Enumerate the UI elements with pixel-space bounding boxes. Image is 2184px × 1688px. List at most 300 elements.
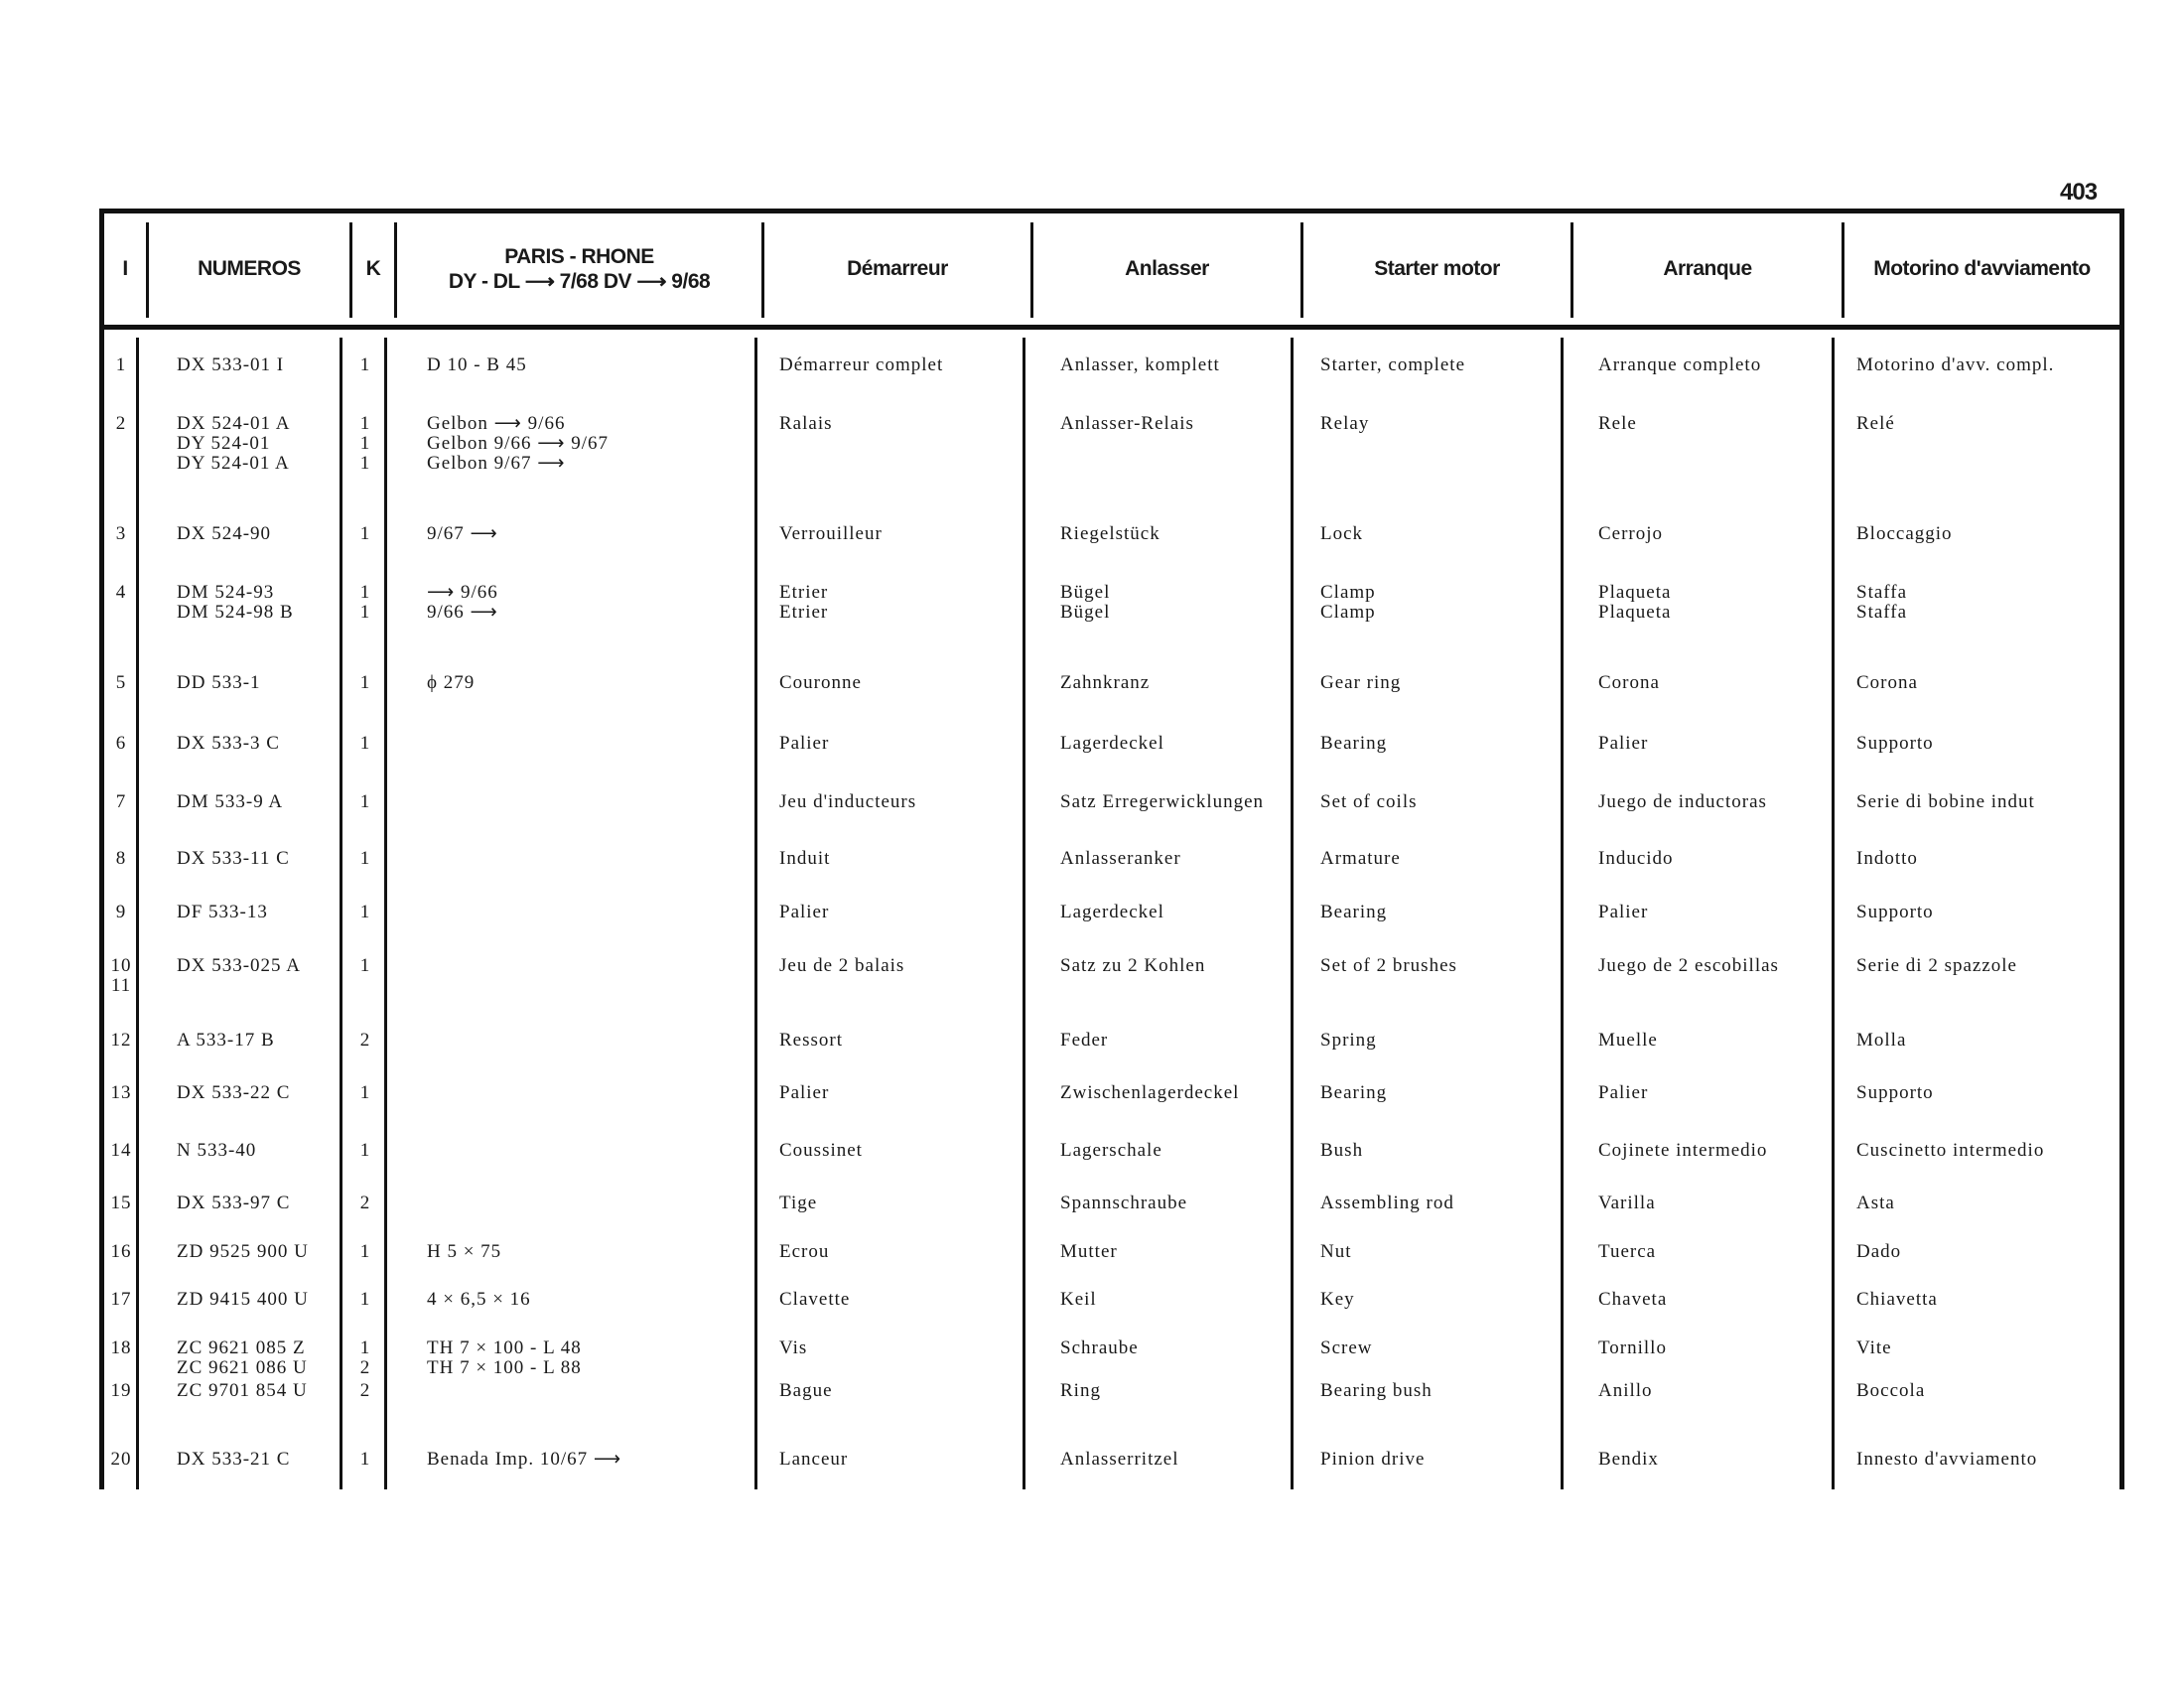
column-divider [1561,338,1564,1489]
row-index [107,1141,135,1161]
part-number-line: DM 524-93 [177,582,275,603]
part-quantity-line: 2 [359,1380,371,1401]
part-name-german [1060,734,1289,754]
row-index-line: 14 [110,1140,132,1161]
part-name-french [779,414,1018,434]
column-divider [136,338,139,1489]
part-name-spanish-line: Juego de inductoras [1598,791,1767,812]
part-name-italian-line: Supporto [1856,1082,1934,1103]
part-name-german-line: Bügel [1060,602,1111,623]
column-divider [1023,338,1025,1489]
part-name-spanish [1598,524,1829,544]
part-name-german-line: Lagerdeckel [1060,733,1164,754]
part-name-french-line: Etrier [779,582,829,603]
row-index-line: 16 [110,1241,132,1262]
part-quantity [347,1194,383,1213]
part-spec-line: Gelbon ⟶ 9/66 [427,413,566,434]
header-index: I [122,257,128,280]
part-name-italian-line: Supporto [1856,902,1934,922]
part-name-french [779,355,1018,375]
part-name-german-line: Mutter [1060,1241,1118,1262]
row-index-line: 9 [115,902,127,922]
part-name-german-line: Lagerschale [1060,1140,1162,1161]
part-name-spanish [1598,1338,1829,1358]
part-name-spanish-line: Tuerca [1598,1241,1657,1262]
part-name-french [779,956,1018,976]
part-name-italian [1856,414,2116,434]
part-name-english-line: Bush [1320,1140,1364,1161]
part-number [177,956,341,976]
part-quantity-line: 1 [359,1140,371,1161]
part-name-french [779,1290,1018,1310]
part-quantity-line: 2 [359,1357,371,1378]
part-name-spanish [1598,583,1829,623]
part-number-line: DX 533-11 C [177,848,290,869]
row-index-line: 1 [115,354,127,375]
part-name-french [779,583,1018,623]
part-quantity-line: 1 [359,1082,371,1103]
header-french: Démarreur [847,257,948,280]
part-name-french [779,1338,1018,1358]
part-quantity [347,1083,383,1103]
part-name-french-line: Ralais [779,413,833,434]
part-name-english [1320,1083,1559,1103]
part-spec [427,355,745,375]
row-index [107,1242,135,1262]
part-name-italian-line: Molla [1856,1030,1907,1051]
part-name-italian-line: Indotto [1856,848,1918,869]
part-name-english-line: Spring [1320,1030,1377,1051]
part-name-spanish [1598,849,1829,869]
part-name-english [1320,1242,1559,1262]
part-quantity [347,1450,383,1470]
row-index [107,903,135,922]
part-name-spanish [1598,792,1829,812]
part-name-english-line: Set of 2 brushes [1320,955,1457,976]
part-quantity-line: 1 [359,453,371,474]
part-name-english [1320,1381,1559,1401]
part-spec [427,1290,745,1310]
part-quantity [347,1242,383,1262]
row-index [107,1083,135,1103]
part-name-spanish [1598,903,1829,922]
part-name-italian [1856,1194,2116,1213]
part-name-french [779,1381,1018,1401]
part-name-german-line: Anlasserritzel [1060,1449,1179,1470]
part-spec-line: 9/66 ⟶ [427,602,498,623]
part-name-spanish-line: Tornillo [1598,1337,1667,1358]
part-name-english-line: Clamp [1320,582,1376,603]
part-number-line: DF 533-13 [177,902,268,922]
part-name-english-line: Key [1320,1289,1355,1310]
part-number-line: ZC 9621 086 U [177,1357,308,1378]
part-quantity [347,583,383,623]
part-name-french-line: Palier [779,733,830,754]
part-quantity [347,1381,383,1401]
part-quantity-line: 1 [359,602,371,623]
part-quantity-line: 1 [359,1241,371,1262]
table-left-rule [99,209,104,1489]
part-name-english [1320,524,1559,544]
part-quantity [347,903,383,922]
part-name-french-line: Vis [779,1337,808,1358]
part-name-french-line: Clavette [779,1289,851,1310]
part-name-spanish [1598,1242,1829,1262]
header-model [397,213,761,325]
part-number [177,1381,341,1401]
column-divider [1832,338,1835,1489]
part-name-english [1320,1141,1559,1161]
part-number [177,524,341,544]
row-index [107,1450,135,1470]
row-index-line: 5 [115,672,127,693]
column-divider [754,338,757,1489]
part-name-french [779,1083,1018,1103]
part-name-italian [1856,734,2116,754]
part-name-spanish-line: Plaqueta [1598,582,1672,603]
part-name-spanish-line: Arranque completo [1598,354,1762,375]
part-name-italian [1856,792,2116,812]
part-name-german [1060,673,1289,693]
part-name-english [1320,1290,1559,1310]
part-name-spanish [1598,1083,1829,1103]
part-name-italian-line: Serie di bobine indut [1856,791,2035,812]
part-quantity [347,849,383,869]
part-name-german-line: Riegelstück [1060,523,1160,544]
part-name-french-line: Bague [779,1380,833,1401]
part-name-spanish-line: Corona [1598,672,1660,693]
part-quantity [347,1338,383,1378]
part-name-spanish-line: Palier [1598,902,1649,922]
part-name-french [779,792,1018,812]
part-spec [427,673,745,693]
part-name-german-line: Keil [1060,1289,1097,1310]
part-quantity-line: 1 [359,523,371,544]
part-name-french-line: Palier [779,902,830,922]
part-name-german [1060,1194,1289,1213]
part-number [177,1194,341,1213]
part-name-spanish-line: Bendix [1598,1449,1659,1470]
row-index [107,849,135,869]
part-name-french-line: Jeu de 2 balais [779,955,905,976]
part-quantity [347,1290,383,1310]
part-name-spanish-line: Anillo [1598,1380,1653,1401]
part-quantity-line: 1 [359,354,371,375]
part-quantity [347,1141,383,1161]
part-name-french-line: Etrier [779,602,829,623]
part-name-spanish [1598,1290,1829,1310]
part-number-line: DM 533-9 A [177,791,284,812]
part-name-french [779,1194,1018,1213]
part-name-english-line: Set of coils [1320,791,1418,812]
part-name-spanish-line: Muelle [1598,1030,1658,1051]
part-number [177,583,341,623]
part-name-english-line: Armature [1320,848,1401,869]
part-name-english-line: Bearing [1320,733,1388,754]
row-index-line: 11 [110,975,132,996]
part-name-english-line: Bearing [1320,1082,1388,1103]
row-index [107,956,135,996]
row-index [107,673,135,693]
part-name-french [779,734,1018,754]
part-name-french [779,1242,1018,1262]
row-index [107,1338,135,1358]
part-name-italian [1856,849,2116,869]
part-name-english [1320,1338,1559,1358]
part-spec-line: 9/67 ⟶ [427,523,498,544]
part-name-spanish-line: Chaveta [1598,1289,1668,1310]
row-index-line: 19 [110,1380,132,1401]
part-name-spanish [1598,414,1829,434]
part-quantity-line: 1 [359,582,371,603]
part-name-english-line: Clamp [1320,602,1376,623]
part-name-italian [1856,1381,2116,1401]
part-name-italian-line: Chiavetta [1856,1289,1938,1310]
part-name-german [1060,524,1289,544]
part-number-line: DY 524-01 [177,433,271,454]
part-number [177,849,341,869]
header-german: Anlasser [1125,257,1209,280]
part-name-english-line: Assembling rod [1320,1193,1454,1213]
part-name-english [1320,734,1559,754]
part-number-line: DD 533-1 [177,672,261,693]
row-index-line: 20 [110,1449,132,1470]
part-name-german [1060,1141,1289,1161]
part-name-german-line: Lagerdeckel [1060,902,1164,922]
part-name-italian [1856,355,2116,375]
header-spanish: Arranque [1663,257,1752,280]
part-name-french [779,524,1018,544]
part-name-italian [1856,673,2116,693]
column-divider [1291,338,1294,1489]
part-name-spanish-line: Varilla [1598,1193,1656,1213]
part-number [177,1290,341,1310]
part-spec-line: ⟶ 9/66 [427,582,498,603]
part-name-french-line: Ressort [779,1030,843,1051]
part-name-german-line: Anlasser, komplett [1060,354,1220,375]
part-spec [427,1242,745,1262]
part-name-english-line: Relay [1320,413,1370,434]
part-quantity [347,673,383,693]
part-name-english [1320,583,1559,623]
part-number-line: DX 524-90 [177,523,272,544]
part-quantity [347,414,383,474]
column-divider [384,338,387,1489]
part-number-line: DM 524-98 B [177,602,294,623]
part-name-spanish [1598,1141,1829,1161]
part-name-german-line: Anlasseranker [1060,848,1181,869]
part-name-italian-line: Relé [1856,413,1895,434]
part-name-german [1060,1031,1289,1051]
row-index-line: 7 [115,791,127,812]
part-number-line: DX 533-025 A [177,955,301,976]
part-name-spanish-line: Cojinete intermedio [1598,1140,1768,1161]
part-name-italian-line: Cuscinetto intermedio [1856,1140,2045,1161]
part-name-french [779,1141,1018,1161]
part-name-italian [1856,1450,2116,1470]
part-spec [427,1450,745,1470]
part-number-line: DX 533-01 I [177,354,285,375]
part-number [177,1338,341,1378]
part-name-spanish-line: Palier [1598,1082,1649,1103]
part-name-spanish [1598,1194,1829,1213]
part-name-english-line: Pinion drive [1320,1449,1426,1470]
part-spec-line: TH 7 × 100 - L 48 [427,1337,582,1358]
part-name-german [1060,849,1289,869]
part-quantity-line: 1 [359,1449,371,1470]
parts-table [99,209,2124,1489]
part-number-line: DX 533-3 C [177,733,280,754]
row-index [107,583,135,603]
part-name-spanish [1598,956,1829,976]
part-spec [427,1338,745,1378]
part-name-italian-line: Boccola [1856,1380,1926,1401]
part-quantity [347,1031,383,1051]
part-spec-line: D 10 - B 45 [427,354,527,375]
part-name-spanish-line: Rele [1598,413,1637,434]
row-index [107,1290,135,1310]
row-index-line: 8 [115,848,127,869]
row-index [107,1031,135,1051]
part-number [177,1141,341,1161]
part-name-english-line: Lock [1320,523,1364,544]
part-quantity-line: 1 [359,1337,371,1358]
part-name-german [1060,1083,1289,1103]
part-name-spanish-line: Juego de 2 escobillas [1598,955,1779,976]
header-numbers: NUMEROS [198,257,301,280]
part-name-french [779,673,1018,693]
part-number-line: DY 524-01 A [177,453,290,474]
part-name-italian-line: Dado [1856,1241,1902,1262]
part-name-english [1320,355,1559,375]
part-number [177,673,341,693]
part-name-italian-line: Supporto [1856,733,1934,754]
part-name-german [1060,414,1289,434]
part-name-spanish [1598,1450,1829,1470]
part-number-line: ZD 9415 400 U [177,1289,309,1310]
part-name-german [1060,903,1289,922]
part-name-spanish [1598,734,1829,754]
part-name-french-line: Couronne [779,672,862,693]
header-quantity: K [365,257,381,280]
part-name-english [1320,414,1559,434]
part-name-spanish [1598,1381,1829,1401]
part-name-german-line: Schraube [1060,1337,1139,1358]
part-name-italian-line: Innesto d'avviamento [1856,1449,2038,1470]
part-name-italian-line: Staffa [1856,582,1908,603]
part-name-italian [1856,1083,2116,1103]
part-quantity [347,956,383,976]
part-name-english [1320,792,1559,812]
row-index [107,524,135,544]
part-number-line: ZC 9701 854 U [177,1380,308,1401]
part-quantity-line: 1 [359,733,371,754]
part-spec-line: H 5 × 75 [427,1241,502,1262]
part-quantity-line: 2 [359,1193,371,1213]
part-number-line: A 533-17 B [177,1030,275,1051]
part-number [177,355,341,375]
row-index [107,1381,135,1401]
part-name-italian [1856,1141,2116,1161]
part-name-italian-line: Staffa [1856,602,1908,623]
part-name-german-line: Feder [1060,1030,1109,1051]
part-name-italian [1856,956,2116,976]
part-name-german-line: Bügel [1060,582,1111,603]
part-quantity [347,792,383,812]
row-index-line: 10 [110,955,132,976]
part-spec [427,583,745,623]
part-name-italian-line: Motorino d'avv. compl. [1856,354,2055,375]
part-name-german [1060,1450,1289,1470]
row-index [107,355,135,375]
part-name-french-line: Lanceur [779,1449,849,1470]
part-number [177,1083,341,1103]
part-spec-line: ϕ 279 [427,672,476,693]
part-quantity-line: 1 [359,902,371,922]
part-name-german [1060,792,1289,812]
part-name-english [1320,1031,1559,1051]
part-name-english-line: Gear ring [1320,672,1402,693]
part-name-german [1060,1381,1289,1401]
part-name-english [1320,1194,1559,1213]
part-name-german [1060,1290,1289,1310]
part-number-line: DX 533-97 C [177,1193,291,1213]
row-index-line: 13 [110,1082,132,1103]
part-number-line: ZC 9621 085 Z [177,1337,306,1358]
part-name-english-line: Bearing bush [1320,1380,1433,1401]
part-name-spanish-line: Cerrojo [1598,523,1664,544]
part-name-french-line: Ecrou [779,1241,830,1262]
part-name-english [1320,849,1559,869]
part-name-italian [1856,524,2116,544]
part-number-line: DX 533-21 C [177,1449,291,1470]
part-name-italian-line: Corona [1856,672,1918,693]
part-number [177,1450,341,1470]
header-model-range: DY - DL ⟶ 7/68 DV ⟶ 9/68 [448,270,711,293]
part-name-french [779,849,1018,869]
part-quantity [347,734,383,754]
part-number [177,792,341,812]
part-spec [427,414,745,474]
part-name-english-line: Nut [1320,1241,1352,1262]
row-index-line: 6 [115,733,127,754]
part-name-english-line: Bearing [1320,902,1388,922]
header-bottom-rule [99,325,2124,330]
part-name-english [1320,956,1559,976]
part-name-spanish-line: Plaqueta [1598,602,1672,623]
part-name-french-line: Palier [779,1082,830,1103]
row-index [107,792,135,812]
part-name-italian [1856,1031,2116,1051]
row-index-line: 2 [115,413,127,434]
part-name-italian [1856,583,2116,623]
header-brand: PARIS - RHONE [504,244,654,268]
part-spec-line: Benada Imp. 10/67 ⟶ [427,1449,622,1470]
part-name-german-line: Satz zu 2 Kohlen [1060,955,1206,976]
part-name-french [779,903,1018,922]
part-quantity [347,524,383,544]
page-number: 403 [2060,179,2098,206]
part-name-italian-line: Bloccaggio [1856,523,1953,544]
part-number-line: ZD 9525 900 U [177,1241,309,1262]
part-spec-line: TH 7 × 100 - L 88 [427,1357,582,1378]
part-name-french-line: Tige [779,1193,818,1213]
part-name-french-line: Jeu d'inducteurs [779,791,917,812]
part-name-spanish [1598,673,1829,693]
part-name-english-line: Starter, complete [1320,354,1466,375]
row-index [107,414,135,434]
part-number [177,903,341,922]
